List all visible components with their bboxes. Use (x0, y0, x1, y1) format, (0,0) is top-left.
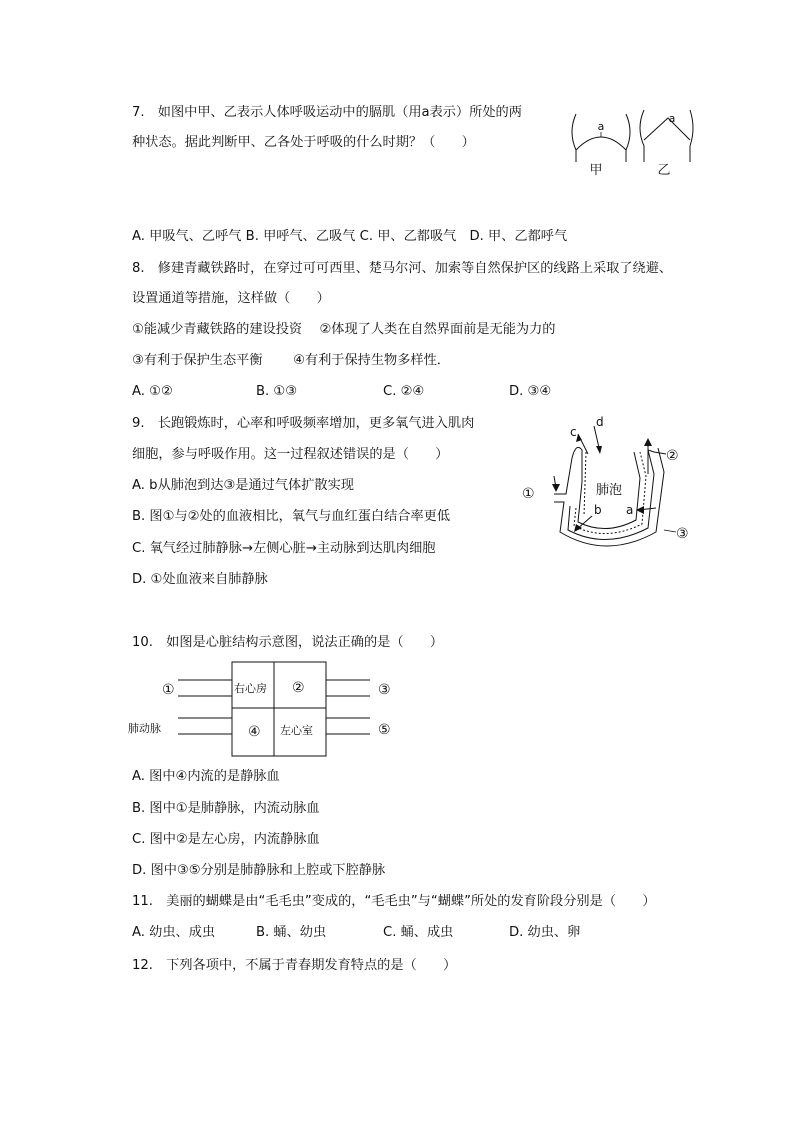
q7-label-a-jia: a (597, 120, 605, 133)
q9-option-c: C. 氧气经过肺静脉→左侧心脏→主动脉到达肌肉细胞 (132, 541, 436, 556)
q9-label-3: ③ (676, 526, 689, 542)
q11-option-a: A. 幼虫、成虫 (132, 925, 216, 940)
q9-label-c: c (570, 425, 577, 439)
q9-label-alveolus: 肺泡 (596, 483, 623, 498)
q9-label-1: ① (522, 486, 535, 502)
q10-option-c: C. 图中②是左心房，内流静脉血 (132, 832, 320, 847)
q8-statement-3-4: ③有利于保护生态平衡 ④有利于保持生物多样性． (132, 353, 450, 368)
q7-stem-line1: 7. 如图中甲、乙表示人体呼吸运动中的膈肌（用a表示）所处的两 (132, 105, 522, 120)
q12-stem: 12. 下列各项中，不属于青春期发育特点的是（ ） (132, 958, 457, 973)
q10-label-1: ① (162, 682, 175, 698)
q9-label-d: d (596, 415, 604, 429)
q10-label-right-atrium: 右心房 (234, 682, 267, 695)
q11-option-b: B. 蛹、幼虫 (256, 925, 327, 940)
q8-stem-line1: 8. 修建青藏铁路时，在穿过可可西里、楚马尔河、加索等自然保护区的线路上采取了绕避、 (132, 261, 673, 276)
q8-option-d: D. ③④ (509, 384, 552, 399)
q7-label-jia: 甲 (589, 163, 603, 178)
q10-label-5: ⑤ (378, 722, 391, 738)
q9-label-a: a (626, 503, 634, 517)
q10-option-d: D. 图中③⑤分别是肺静脉和上腔或下腔静脉 (132, 863, 386, 878)
q10-label-3: ③ (378, 682, 391, 698)
q7-diaphragm-jia (576, 137, 626, 150)
q7-label-yi: 乙 (657, 163, 671, 178)
q10-label-4: ④ (248, 724, 261, 740)
q11-option-d: D. 幼虫、卵 (509, 925, 581, 940)
q10-label-pulmonary-artery: 肺动脉 (128, 722, 161, 735)
q8-statement-1-2: ①能减少青藏铁路的建设投资 ②体现了人类在自然界面前是无能为力的 (132, 322, 556, 337)
q9-alveolus-figure (516, 412, 696, 562)
q10-option-b: B. 图中①是肺静脉，内流动脉血 (132, 801, 320, 816)
q9-option-a: A. b从肺泡到达③是通过气体扩散实现 (132, 478, 354, 493)
q10-label-left-ventricle: 左心室 (280, 724, 313, 737)
q8-stem-line2: 设置通道等措施，这样做（ ） (132, 291, 330, 306)
q10-heart-figure (128, 660, 408, 760)
q10-option-a: A. 图中④内流的是静脉血 (132, 769, 280, 784)
q9-stem-line2: 细胞，参与呼吸作用。这一过程叙述错误的是（ ） (132, 447, 449, 462)
q7-diaphragm-figure (566, 104, 696, 180)
q7-label-a-yi: a (668, 112, 676, 125)
q9-label-b: b (594, 503, 602, 517)
q9-option-d: D. ①处血液来自肺静脉 (132, 572, 268, 587)
q11-option-c: C. 蛹、成虫 (383, 925, 454, 940)
q8-option-a: A. ①② (132, 384, 173, 399)
q7-stem-line2: 种状态。据此判断甲、乙各处于呼吸的什么时期？（ ） (132, 135, 475, 150)
q7-options: A. 甲吸气、乙呼气 B. 甲呼气、乙吸气 C. 甲、乙都吸气 D. 甲、乙都呼气 (132, 229, 568, 244)
q9-label-2: ② (666, 448, 679, 464)
q7-diaphragm-yi (644, 118, 690, 140)
q8-option-b: B. ①③ (256, 384, 298, 399)
q8-option-c: C. ②④ (383, 384, 425, 399)
q10-label-2: ② (292, 680, 305, 696)
q9-stem-line1: 9. 长跑锻炼时，心率和呼吸频率增加，更多氧气进入肌肉 (132, 416, 475, 431)
q10-stem: 10. 如图是心脏结构示意图，说法正确的是（ ） (132, 635, 444, 650)
q11-stem: 11. 美丽的蝴蝶是由“毛毛虫”变成的，“毛毛虫”与“蝴蝶”所处的发育阶段分别是（ ） (132, 894, 656, 909)
q9-option-b: B. 图①与②处的血液相比，氧气与血红蛋白结合率更低 (132, 509, 451, 524)
